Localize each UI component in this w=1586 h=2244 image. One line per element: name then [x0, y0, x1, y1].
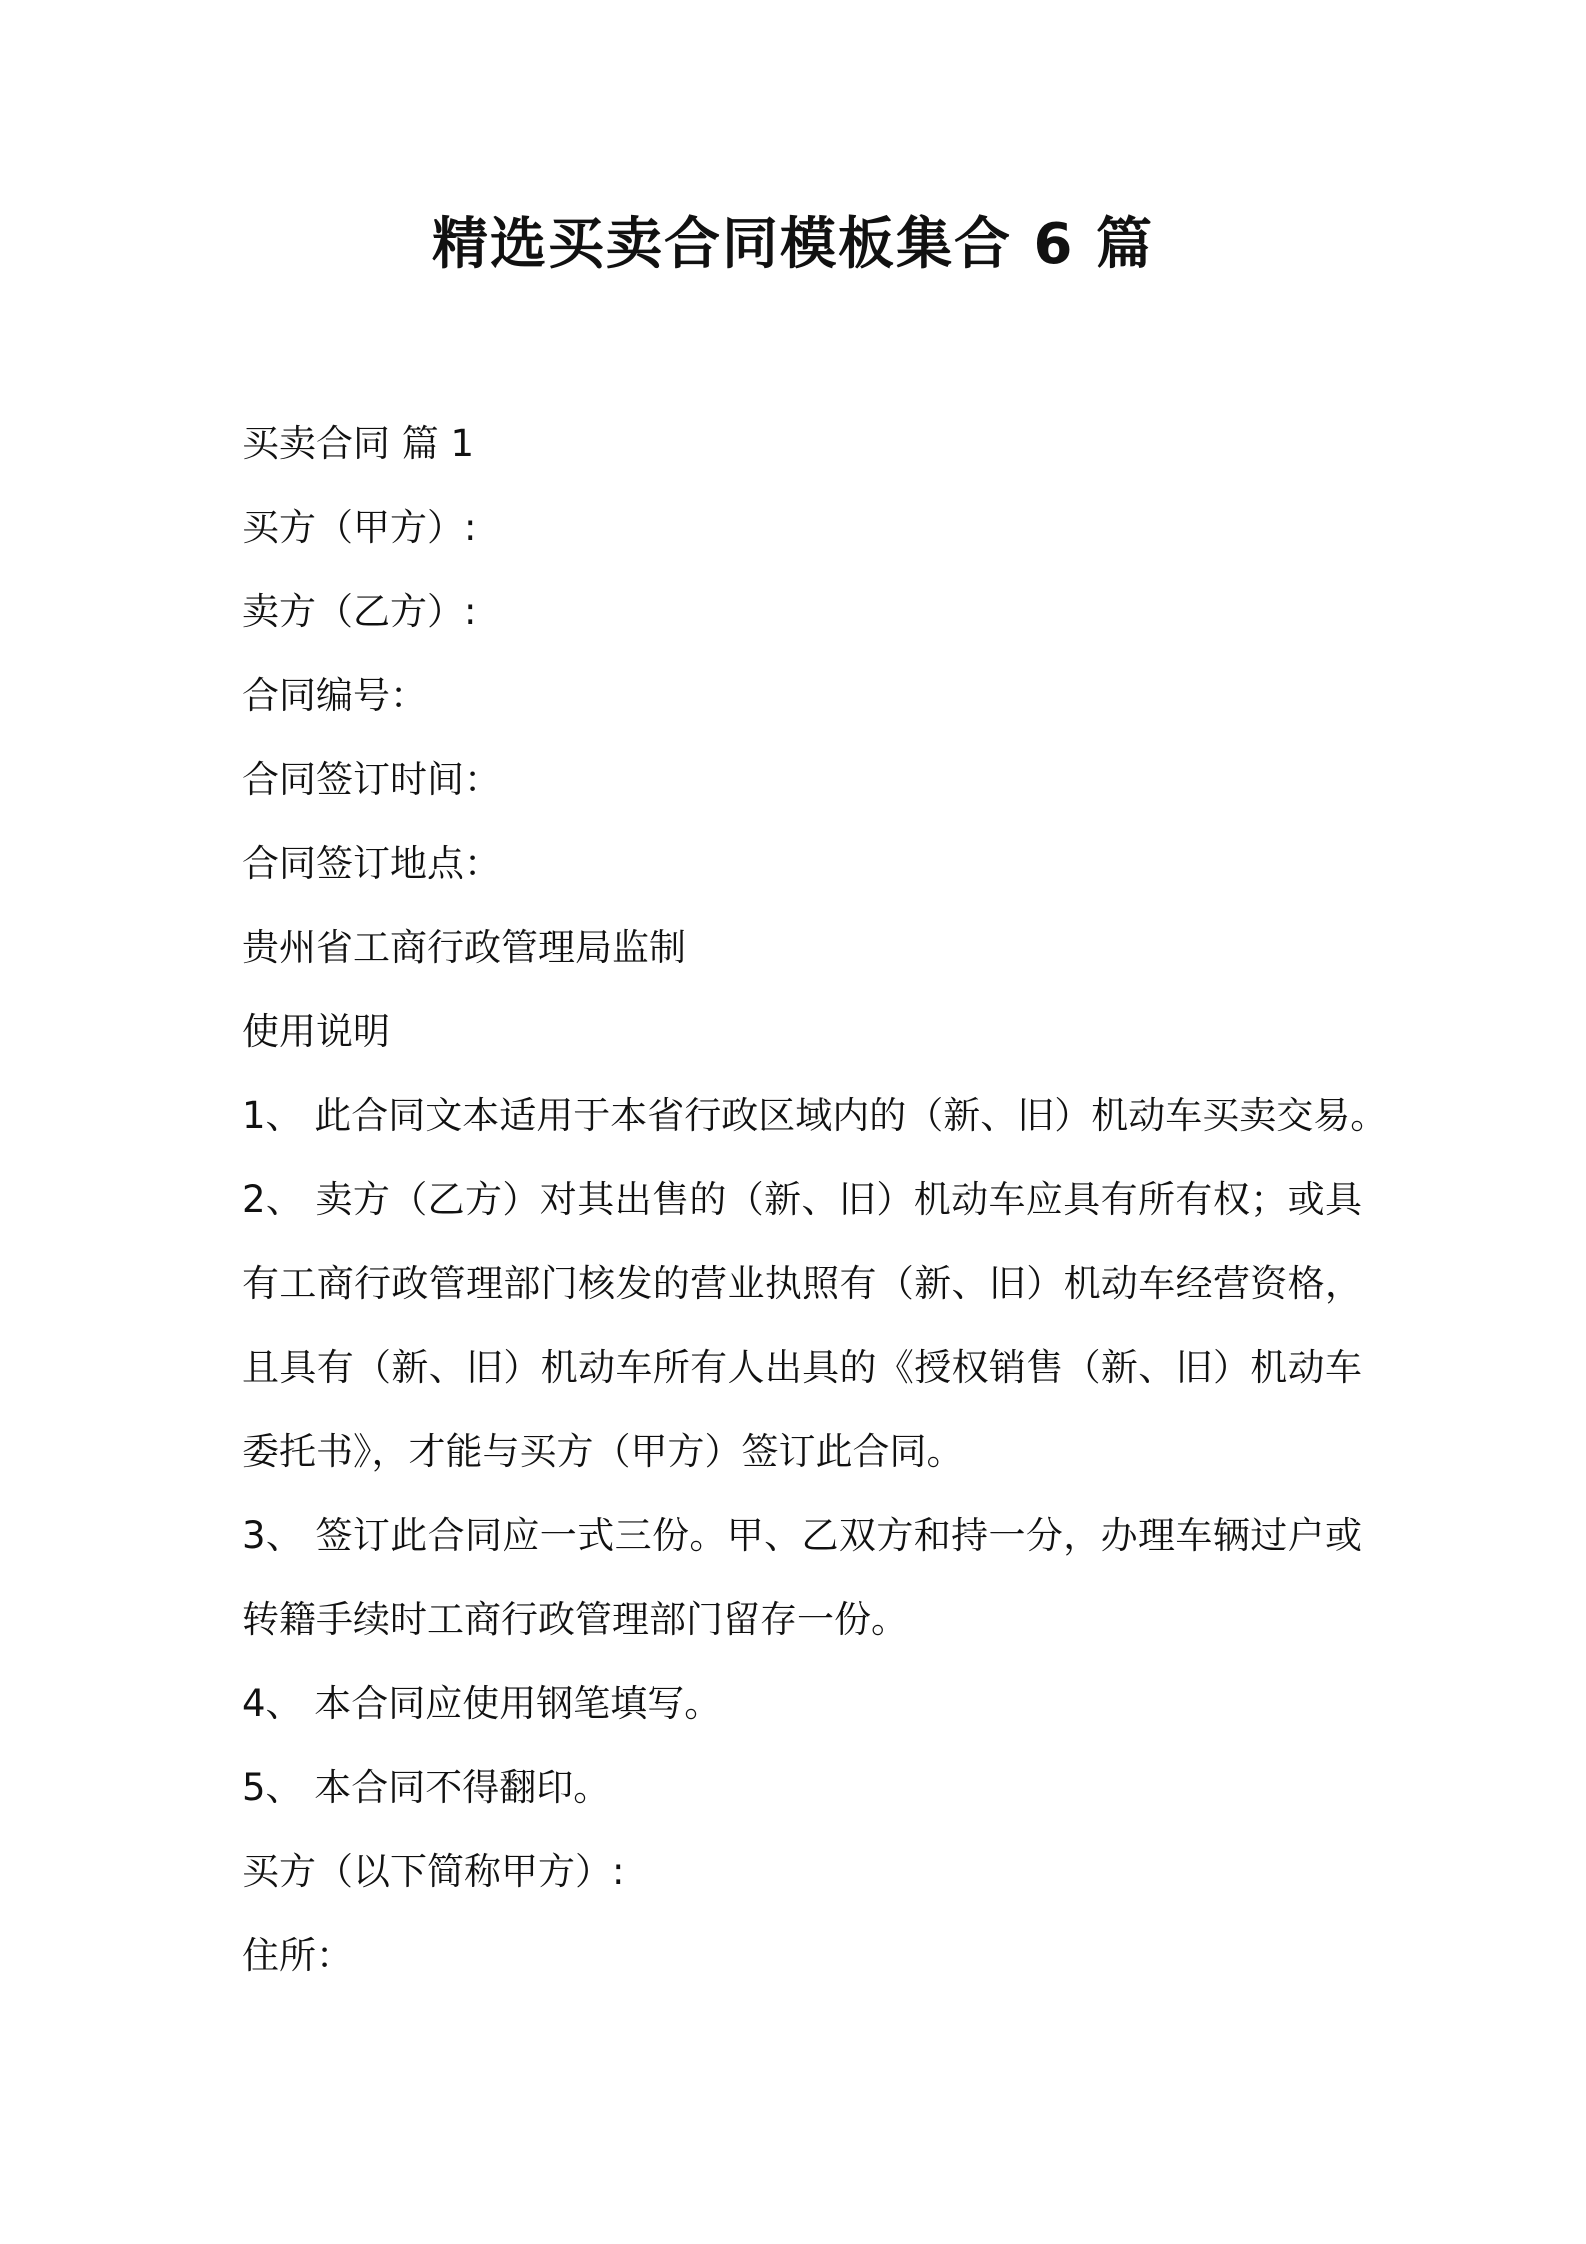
buyer-party-label: 买方（以下简称甲方）: [242, 1850, 625, 1893]
seller-label: 卖方（乙方）: [242, 590, 477, 633]
instruction-item-1: 1、 此合同文本适用于本省行政区域内的（新、旧）机动车买卖交易。 [242, 1094, 1388, 1137]
supervisor-text: 贵州省工商行政管理局监制 [242, 926, 686, 969]
address-label: 住所： [242, 1934, 353, 1977]
instruction-item-5: 5、 本合同不得翻印。 [242, 1766, 611, 1809]
instruction-item-2: 2、 卖方（乙方）对其出售的（新、旧）机动车应具有所有权；或具有工商行政管理部门核发的营业执照有（新、旧）机动车经营资格，且具有（新、旧）机动车所有人出具的《授权销售（新、旧）机动车委托书》，才能与买方（甲方）签订此合同。 [242, 1178, 1362, 1473]
contract-number-label: 合同编号： [242, 674, 427, 717]
document-title: 精选买卖合同模板集合 6 篇 [432, 212, 1154, 277]
document-body [242, 402, 1388, 1998]
signing-place-label: 合同签订地点： [242, 842, 501, 885]
signing-time-label: 合同签订时间： [242, 758, 501, 801]
instruction-item-3: 3、 签订此合同应一式三份。甲、乙双方和持一分，办理车辆过户或转籍手续时工商行政管理部门留存一份。 [242, 1514, 1362, 1641]
instructions-heading: 使用说明 [242, 1010, 390, 1053]
instruction-item-4: 4、 本合同应使用钢笔填写。 [242, 1682, 722, 1725]
buyer-label: 买方（甲方）: [242, 506, 477, 549]
section-heading: 买卖合同 篇 1 [242, 422, 475, 465]
